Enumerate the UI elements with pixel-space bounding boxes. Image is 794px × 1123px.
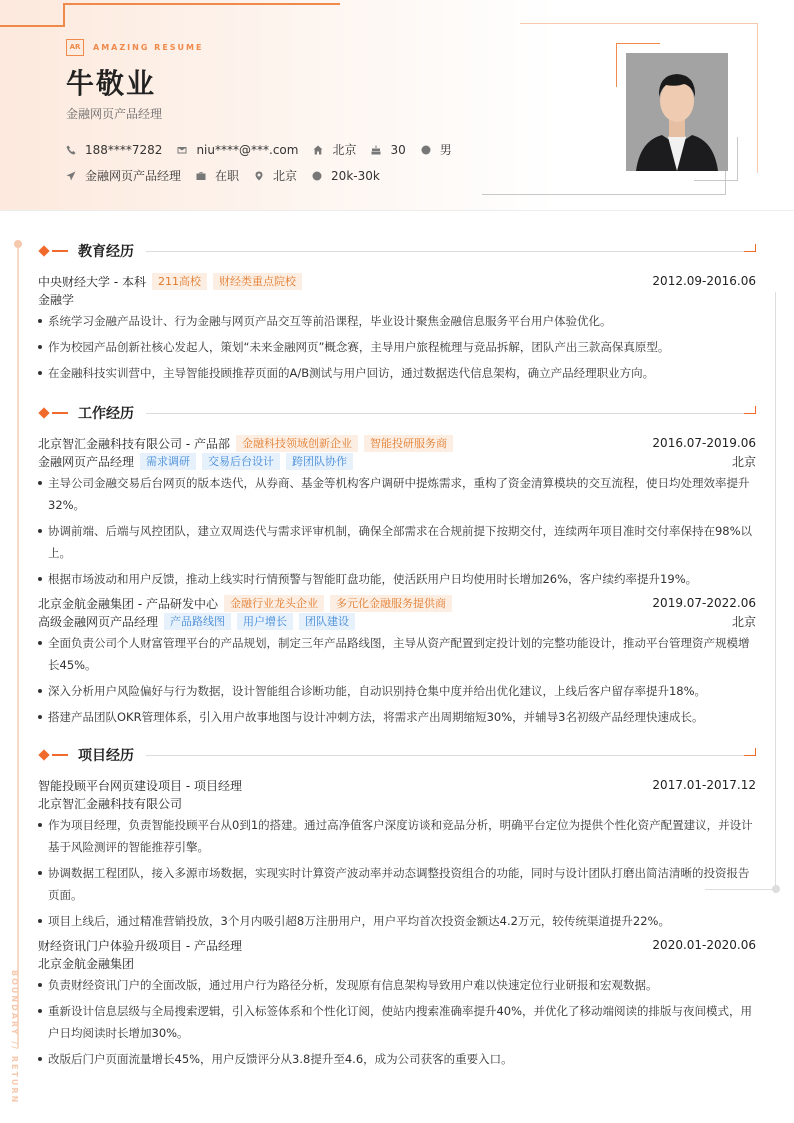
list-item: 协调数据工程团队，接入多源市场数据，实现实时计算资产波动率并动态调整投资组合的功能，同时与设计团队打磨出简洁清晰的投资报告页面。: [38, 862, 756, 906]
list-item: 搭建产品团队OKR管理体系，引入用户故事地图与设计冲刺方法，将需求产出周期缩短30%，并辅导3名初级产品经理快速成长。: [38, 706, 756, 728]
skill-tag: 用户增长: [237, 613, 293, 630]
entry-subtitle: [38, 794, 756, 812]
header-accent-line: [0, 25, 65, 27]
header-decor-line: [482, 194, 726, 195]
entry-subtitle: [38, 612, 756, 630]
corner-decor: [744, 244, 756, 252]
status-text: 在职: [215, 169, 240, 183]
section-header: [38, 744, 756, 766]
section-title: 工作经历: [78, 406, 134, 422]
section-rule: [146, 413, 756, 414]
list-item: 作为校园产品创新社核心发起人，策划“未来金融网页”概念赛，主导用户旅程梳理与竞品拆解，团队产出三款高保真原型。: [38, 336, 756, 358]
project-section: [38, 744, 756, 1074]
section-dash: [52, 250, 68, 252]
list-item: 主导公司金融交易后台网页的版本迭代，从券商、基金等机构客户调研中提炼需求，重构了资金清算模块的交互流程，使日均处理效率提升32%。: [38, 472, 756, 516]
entry-subtitle: [38, 290, 756, 308]
phone-icon: [66, 145, 76, 155]
header-decor-line: [737, 137, 738, 181]
cake-icon: [371, 145, 381, 155]
major-text: 金融学: [38, 292, 75, 307]
bullet-list: [38, 814, 756, 932]
entry-header: [38, 434, 756, 452]
section-rule: [146, 251, 756, 252]
target-city-item: [254, 167, 297, 184]
section-dash: [52, 754, 68, 756]
bullet-list: [38, 310, 756, 384]
entry-header: [38, 776, 756, 794]
header-decor-line: [694, 180, 738, 181]
list-item: 在金融科技实训营中，主导智能投顾推荐页面的A/B测试与用户回访，通过数据迭代信息架构，确立产品经理职业方向。: [38, 362, 756, 384]
list-item: 协调前端、后端与风控团队，建立双周迭代与需求评审机制，确保全部需求在合规前提下按期交付，连续两年项目准时交付率保持在98%以上。: [38, 520, 756, 564]
entry-date: 2019.07-2022.06: [652, 596, 756, 610]
header-decor-line: [725, 170, 726, 195]
project-name: 财经资讯门户体验升级项目 - 产品经理: [38, 938, 242, 953]
briefcase-icon: [196, 171, 206, 181]
timeline-line: [17, 248, 19, 1048]
entry-header: [38, 936, 756, 954]
corner-decor: [744, 748, 756, 756]
work-entry: [38, 594, 756, 728]
bullet-list: [38, 632, 756, 728]
target-job-text: 金融网页产品经理: [85, 169, 182, 183]
phone-text: 188****7282: [85, 142, 163, 157]
project-org: 北京智汇金融科技有限公司: [38, 796, 183, 811]
side-watermark: BOUNDARY // RETURN: [10, 970, 19, 1105]
education-section: [38, 240, 756, 388]
home-icon: [313, 145, 323, 155]
mail-icon: [177, 145, 187, 155]
entry-subtitle: [38, 954, 756, 972]
skill-tag: 团队建设: [299, 613, 355, 630]
list-item: 根据市场波动和用户反馈，推动上线实时行情预警与智能盯盘功能，使活跃用户日均使用时长增加26%，客户续约率提升19%。: [38, 568, 756, 590]
skill-tag: 跨团队协作: [286, 453, 353, 470]
list-item: 项目上线后，通过精准营销投放，3个月内吸引超8万注册用户，用户平均首次投资金额达4.2万元，较传统渠道提升22%。: [38, 910, 756, 932]
company-name: 北京智汇金融科技有限公司 - 产品部: [38, 436, 230, 451]
work-entry: [38, 434, 756, 590]
age-text: 30: [390, 142, 406, 157]
portrait-image: [626, 53, 728, 171]
status-item: [196, 167, 239, 184]
section-rule: [146, 755, 756, 756]
entry-subtitle: [38, 452, 756, 470]
section-title: 项目经历: [78, 748, 134, 764]
entry-date: 2020.01-2020.06: [652, 938, 756, 952]
diamond-icon: [38, 749, 49, 760]
list-item: 系统学习金融产品设计、行为金融与网页产品交互等前沿课程，毕业设计聚焦金融信息服务平台用户体验优化。: [38, 310, 756, 332]
header-accent-line: [63, 3, 340, 5]
project-entry: [38, 936, 756, 1070]
send-icon: [66, 171, 76, 181]
section-dash: [52, 412, 68, 414]
target-job-item: [66, 167, 181, 184]
email-text: niu****@***.com: [196, 142, 299, 157]
diamond-icon: [38, 407, 49, 418]
project-entry: [38, 776, 756, 932]
age-item: [371, 143, 405, 157]
education-entry: [38, 272, 756, 384]
location-pin-icon: [254, 171, 264, 181]
diamond-icon: [38, 245, 49, 256]
header-decor-line: [757, 23, 758, 173]
bullet-list: [38, 974, 756, 1070]
list-item: 作为项目经理，负责智能投顾平台从0到1的搭建。通过高净值客户深度访谈和竞品分析，明确平台定位为提供个性化资产配置建议，并设计基于风险测评的智能推荐引擎。: [38, 814, 756, 858]
right-decor-line: [775, 292, 776, 887]
email-item: [177, 143, 298, 157]
role-text: 金融网页产品经理: [38, 454, 135, 469]
money-icon: [312, 171, 322, 181]
section-header: [38, 240, 756, 262]
user-icon: [421, 145, 431, 155]
skill-tag: 交易后台设计: [202, 453, 280, 470]
list-item: 负责财经资讯门户的全面改版，通过用户行为路径分析，发现原有信息架构导致用户难以快速定位行业研报和宏观数据。: [38, 974, 756, 996]
school-tag: 财经类重点院校: [213, 273, 302, 290]
section-header: [38, 402, 756, 424]
section-title: 教育经历: [78, 244, 134, 260]
role-text: 高级金融网页产品经理: [38, 614, 159, 629]
bullet-list: [38, 472, 756, 590]
target-city-text: 北京: [273, 169, 298, 183]
company-tag: 多元化金融服务提供商: [330, 595, 452, 612]
location-text: 北京: [731, 614, 756, 629]
header-decor-line: [520, 23, 758, 24]
entry-date: 2017.01-2017.12: [652, 778, 756, 792]
list-item: 深入分析用户风险偏好与行为数据，设计智能组合诊断功能，自动识别持仓集中度并给出优化建议，上线后客户留存率提升18%。: [38, 680, 756, 702]
city-text: 北京: [332, 143, 357, 157]
salary-text: 20k-30k: [331, 168, 380, 183]
entry-date: 2012.09-2016.06: [652, 274, 756, 288]
corner-decor: [744, 406, 756, 414]
resume-header: [0, 0, 794, 211]
header-accent-line: [63, 3, 65, 27]
job-intent-row: [66, 167, 395, 184]
company-tag: 金融科技领域创新企业: [236, 435, 358, 452]
timeline-dot: [14, 240, 22, 248]
project-org: 北京金航金融集团: [38, 956, 135, 971]
entry-header: [38, 594, 756, 612]
salary-item: [312, 169, 380, 183]
brand-name: AMAZING RESUME: [93, 43, 204, 52]
company-name: 北京金航金融集团 - 产品研发中心: [38, 596, 218, 611]
candidate-title: 金融网页产品经理: [66, 107, 163, 121]
work-section: [38, 402, 756, 732]
list-item: 全面负责公司个人财富管理平台的产品规划，制定三年产品路线图，主导从资产配置到定投计划的完整功能设计，推动平台管理资产规模增长45%。: [38, 632, 756, 676]
entry-date: 2016.07-2019.06: [652, 436, 756, 450]
list-item: 改版后门户页面流量增长45%，用户反馈评分从3.8提升至4.6，成为公司获客的重要入口。: [38, 1048, 756, 1070]
project-name: 智能投顾平台网页建设项目 - 项目经理: [38, 778, 242, 793]
entry-header: [38, 272, 756, 290]
gender-item: [421, 141, 452, 158]
company-tag: 智能投研服务商: [364, 435, 453, 452]
list-item: 重新设计信息层级与全局搜索逻辑，引入标签体系和个性化订阅，使站内搜索准确率提升40%，并优化了移动端阅读的排版与夜间模式，用户日均阅读时长增加30%。: [38, 1000, 756, 1044]
contact-row: [66, 141, 467, 158]
location-text: 北京: [731, 454, 756, 469]
skill-tag: 需求调研: [140, 453, 196, 470]
candidate-name: 牛敬业: [66, 67, 157, 100]
school-tag: 211高校: [152, 273, 207, 290]
gender-text: 男: [439, 143, 452, 157]
brand-logo: AR: [66, 39, 84, 56]
phone-item: [66, 143, 162, 157]
city-item: [313, 141, 356, 158]
school-name: 中央财经大学 - 本科: [38, 274, 146, 289]
company-tag: 金融行业龙头企业: [224, 595, 324, 612]
skill-tag: 产品路线图: [164, 613, 231, 630]
profile-photo: [626, 53, 728, 171]
